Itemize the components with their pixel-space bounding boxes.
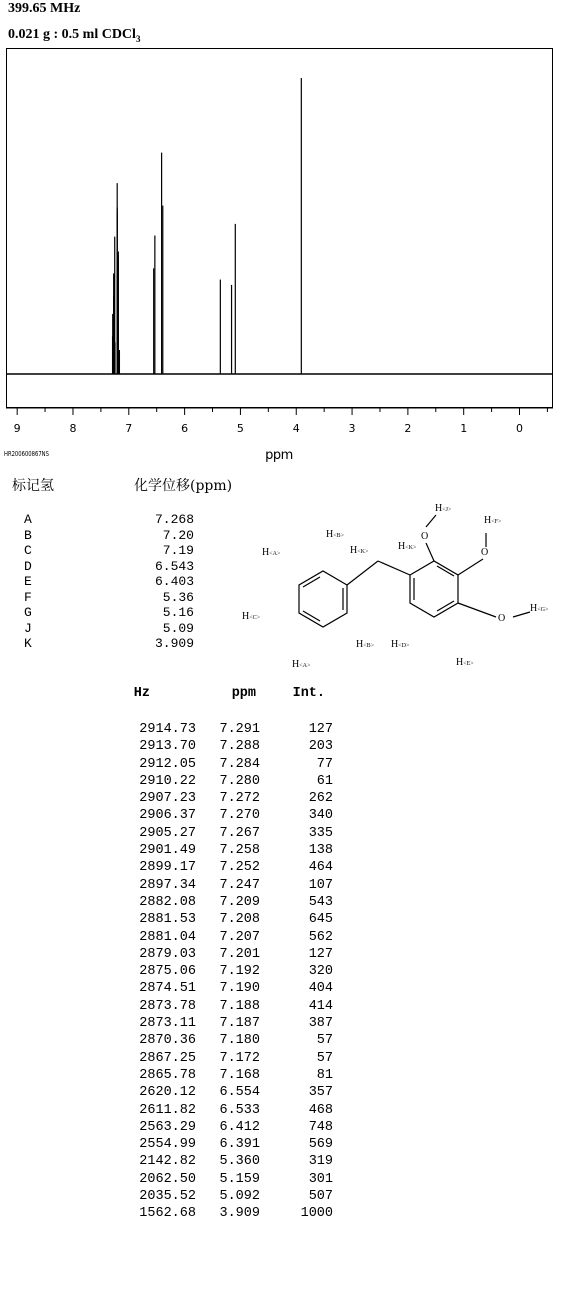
assignment-label: J: [24, 620, 32, 636]
x-axis-tick-label: 0: [516, 422, 524, 435]
right-ring-double-bond: [437, 601, 454, 611]
assignment-row: [24, 574, 194, 590]
bond-o-to-hg: [513, 612, 530, 617]
peak-intensity: 340: [308, 808, 333, 824]
left-ring-double-bond: [303, 577, 320, 587]
assignment-label: C: [24, 543, 32, 558]
peak-hz: 2879.03: [139, 946, 196, 962]
assignment-label: B: [24, 527, 32, 543]
ch2-bond-right: [378, 561, 410, 575]
assignment-row: [24, 512, 194, 528]
ppm-column-header: ppm: [231, 686, 256, 701]
peak-ppm: 6.412: [219, 1119, 260, 1135]
x-axis-tick-label: 5: [236, 422, 244, 435]
peak-intensity: 507: [308, 1189, 333, 1205]
assignment-label: K: [24, 636, 32, 651]
oxygen-top: O: [421, 531, 429, 542]
peak-hz: 2912.05: [139, 756, 196, 772]
peak-hz: 2870.36: [139, 1033, 196, 1049]
peak-hz: 2620.12: [139, 1085, 196, 1101]
int-column-header: Int.: [292, 686, 325, 701]
hz-column-header: Hz: [133, 686, 150, 701]
peak-ppm: 7.258: [219, 843, 260, 859]
assignment-shift: 6.403: [154, 574, 194, 589]
peak-intensity: 127: [308, 946, 333, 962]
peak-ppm: 7.172: [219, 1050, 260, 1066]
assignment-row: [24, 543, 194, 559]
assignment-shift: 5.36: [162, 589, 194, 605]
peak-ppm: 5.360: [219, 1154, 260, 1170]
assignment-shift: 7.268: [154, 512, 194, 527]
assignment-shift: 7.19: [162, 543, 194, 558]
peak-ppm: 7.187: [219, 1016, 260, 1032]
peak-ppm: 7.180: [219, 1033, 260, 1049]
peak-hz: 2901.49: [139, 843, 196, 859]
h-k-label-right: H<K>: [398, 541, 417, 552]
assignment-list: [24, 512, 194, 652]
assignment-row: [24, 559, 194, 575]
h-a-label-bottom: H<A>: [292, 659, 311, 670]
peak-ppm: 7.252: [219, 860, 260, 876]
peak-ppm: 7.284: [219, 756, 260, 772]
peak-ppm: 7.209: [219, 894, 260, 910]
assignment-shift-header: 化学位移(ppm): [134, 478, 233, 494]
assignment-label-header: 标记氢: [12, 478, 54, 494]
peak-ppm: 7.247: [219, 877, 260, 893]
assignment-shift: 6.543: [154, 558, 194, 574]
x-axis-tick-label: 4: [292, 422, 300, 435]
peak-ppm: 5.092: [219, 1189, 260, 1205]
peak-intensity: 357: [308, 1085, 333, 1101]
x-axis-tick-label: 7: [125, 422, 133, 435]
h-e-label: H<E>: [456, 657, 474, 668]
peak-intensity: 562: [308, 929, 333, 945]
assignment-row: [24, 636, 194, 652]
assignment-label: D: [24, 558, 32, 574]
assignment-label: A: [24, 512, 32, 527]
x-axis-tick-labels: [14, 422, 523, 435]
peak-hz: 2867.25: [139, 1050, 196, 1066]
h-b-label-top: H<B>: [326, 529, 345, 540]
bond-to-o-top: [426, 543, 434, 561]
peak-ppm: 7.192: [219, 964, 260, 980]
oxygen-upper-right: O: [481, 547, 489, 558]
h-a-label-top: H<A>: [262, 547, 281, 558]
peak-hz: 1562.68: [139, 1206, 196, 1222]
peak-hz: 2899.17: [139, 860, 196, 876]
assignment-row: [24, 528, 194, 544]
ch2-bond-left: [347, 561, 378, 585]
peak-ppm: 7.272: [219, 791, 260, 807]
peak-intensity: 645: [308, 912, 333, 928]
peak-intensity: 81: [316, 1067, 333, 1083]
peak-hz: 2035.52: [139, 1189, 196, 1205]
plot-frame: [7, 49, 553, 408]
peak-intensity: 335: [308, 825, 333, 841]
peak-ppm: 7.168: [219, 1067, 260, 1083]
peak-hz: 2563.29: [139, 1119, 196, 1135]
peak-ppm: 5.159: [219, 1171, 260, 1187]
oxygen-right: O: [498, 613, 506, 624]
peak-intensity: 77: [316, 756, 333, 772]
structure-bonds: [299, 515, 530, 627]
peak-ppm: 7.201: [219, 946, 260, 962]
peak-ppm: 7.188: [219, 998, 260, 1014]
h-c-label: H<C>: [242, 611, 261, 622]
x-axis-tick-label: 8: [69, 422, 77, 435]
structure-atoms: [242, 503, 549, 670]
assignment-shift: 5.09: [162, 620, 194, 636]
h-f-label: H<F>: [484, 515, 502, 526]
peak-intensity: 262: [308, 791, 333, 807]
peak-intensity: 319: [308, 1154, 333, 1170]
peak-intensity: 543: [308, 894, 333, 910]
sample-concentration-text: 0.021 g : 0.5 ml CDCl: [8, 27, 136, 42]
peak-intensity: 127: [308, 722, 333, 737]
peak-intensity: 57: [316, 1033, 333, 1049]
spectrum-peaks: [113, 78, 302, 374]
peak-intensity: 301: [308, 1171, 333, 1187]
peak-ppm: 6.391: [219, 1137, 260, 1153]
peak-ppm: 7.280: [219, 773, 260, 789]
peak-hz: 2062.50: [139, 1171, 196, 1187]
peak-ppm: 7.267: [219, 825, 260, 841]
peak-hz: 2907.23: [139, 791, 196, 807]
peak-intensity: 468: [308, 1102, 333, 1118]
bond-o-to-hj: [426, 515, 436, 527]
spectrometer-frequency: 399.65 MHz: [8, 1, 81, 16]
peak-ppm: 7.208: [219, 912, 260, 928]
nmr-spectrum: [0, 0, 570, 470]
peak-ppm: 3.909: [219, 1206, 260, 1222]
peak-hz: 2881.04: [139, 929, 196, 945]
h-k-label-left: H<K>: [350, 545, 369, 556]
left-ring-double-bond: [303, 611, 320, 621]
peak-hz: 2881.53: [139, 912, 196, 928]
peak-hz: 2875.06: [139, 964, 196, 980]
peak-ppm: 7.270: [219, 808, 260, 824]
peak-hz: 2906.37: [139, 808, 196, 824]
assignment-label: F: [24, 589, 32, 605]
x-axis-tick-label: 1: [460, 422, 468, 435]
peak-ppm: 7.190: [219, 981, 260, 997]
x-axis-tick-label: 2: [404, 422, 412, 435]
peak-hz: 2914.73: [139, 722, 196, 737]
peak-intensity: 1000: [300, 1206, 333, 1222]
assignment-shift: 7.20: [162, 527, 194, 543]
bond-to-o-upper-right: [458, 559, 483, 575]
peak-hz: 2873.11: [139, 1016, 196, 1032]
peak-intensity: 464: [308, 860, 333, 876]
peak-intensity: 414: [308, 998, 333, 1014]
peak-hz: 2865.78: [139, 1067, 196, 1083]
peak-intensity: 203: [308, 739, 333, 755]
peak-hz: 2611.82: [139, 1102, 196, 1118]
peak-intensity: 320: [308, 964, 333, 980]
peak-intensity: 387: [308, 1016, 333, 1032]
h-b-label-bottom: H<B>: [356, 639, 375, 650]
peak-hz: 2554.99: [139, 1137, 196, 1153]
peak-intensity: 107: [308, 877, 333, 893]
peak-ppm: 6.554: [219, 1085, 260, 1101]
assignment-row: [24, 590, 194, 606]
peak-intensity: 138: [308, 843, 333, 859]
assignment-label: G: [24, 605, 32, 620]
peak-hz: 2874.51: [139, 981, 196, 997]
peak-ppm: 6.533: [219, 1102, 260, 1118]
peak-hz: 2910.22: [139, 773, 196, 789]
peak-intensity: 404: [308, 981, 333, 997]
assignment-row: [24, 605, 194, 621]
x-axis-ticks: [17, 408, 547, 415]
sample-id: HR200600867NS: [4, 450, 49, 458]
h-j-label: H<J>: [435, 503, 452, 514]
peak-hz: 2897.34: [139, 877, 196, 893]
assignment-shift: 5.16: [162, 605, 194, 620]
h-d-label: H<D>: [391, 639, 410, 650]
h-g-label: H<G>: [530, 603, 549, 614]
x-axis-label: ppm: [265, 448, 293, 463]
peak-intensity: 61: [316, 773, 333, 789]
peak-ppm: 7.291: [219, 722, 260, 737]
bond-to-o-right: [458, 603, 496, 617]
assignment-row: [24, 621, 194, 637]
chemical-structure: [230, 495, 570, 675]
x-axis-tick-label: 6: [181, 422, 189, 435]
peak-intensity: 569: [308, 1137, 333, 1153]
x-axis-tick-label: 9: [13, 422, 21, 435]
right-ring: [410, 561, 458, 617]
peak-hz: 2913.70: [139, 739, 196, 755]
peak-hz: 2905.27: [139, 825, 196, 841]
peak-ppm: 7.207: [219, 929, 260, 945]
x-axis-tick-label: 3: [348, 422, 356, 435]
assignment-shift: 3.909: [154, 636, 194, 651]
peak-intensity: 57: [316, 1050, 333, 1066]
peak-intensity: 748: [308, 1119, 333, 1135]
peak-ppm: 7.288: [219, 739, 260, 755]
assignment-label: E: [24, 574, 32, 589]
peak-hz: 2882.08: [139, 894, 196, 910]
peak-hz: 2873.78: [139, 998, 196, 1014]
left-ring: [299, 571, 347, 627]
peak-hz: 2142.82: [139, 1154, 196, 1170]
solvent-subscript: 3: [135, 33, 141, 44]
